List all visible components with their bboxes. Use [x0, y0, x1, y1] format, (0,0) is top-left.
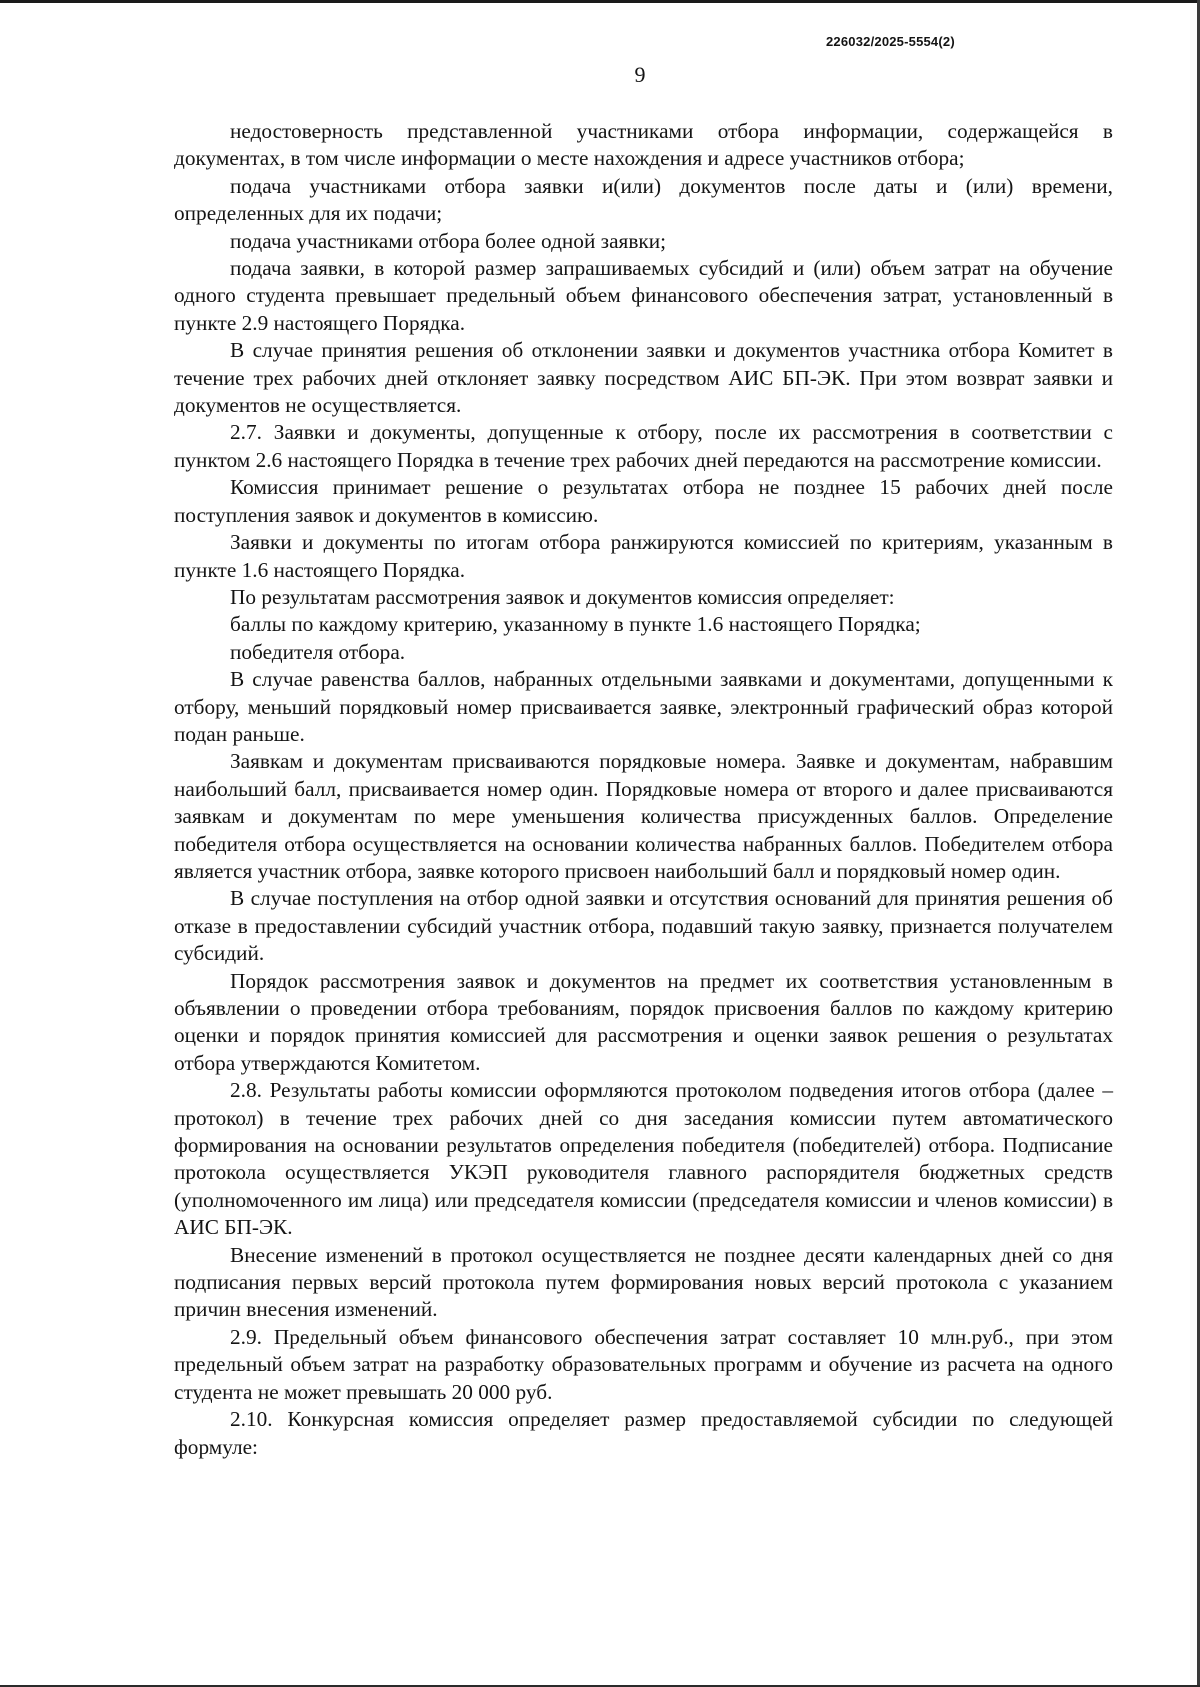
paragraph: В случае равенства баллов, набранных отдельными заявками и документами, допущенными к отбору, меньший порядковый номер присваивается заявке, электронный графический образ которой подан раньше. [174, 667, 1113, 746]
paragraph: Заявки и документы по итогам отбора ранжируются комиссией по критериям, указанным в пункте 1.6 настоящего Порядка. [174, 530, 1113, 582]
paragraph: победителя отбора. [230, 639, 406, 664]
paragraph: 2.8. Результаты работы комиссии оформляются протоколом подведения итогов отбора (далее – протокол) в течение трех рабочих дней со дня заседания комиссии путем автоматического формирования на основании результатов определения победителя (победителей) отбора. Подписание протокола осуществляется УКЭП руководителя главного распорядителя бюджетных средств (уполномоченного им лица) или председателя комиссии (председателя комиссии и членов комиссии) в АИС БП-ЭК. [174, 1078, 1113, 1240]
paragraph: подача заявки, в которой размер запрашиваемых субсидий и (или) объем затрат на обучение одного студента превышает предельный объем финансового обеспечения затрат, установленный в пункте 2.9 настоящего Порядка. [174, 256, 1113, 335]
paragraph: подача участниками отбора более одной заявки; [230, 228, 667, 253]
page-number: 9 [634, 62, 646, 87]
paragraph: Комиссия принимает решение о результатах отбора не позднее 15 рабочих дней после поступления заявок и документов в комиссию. [174, 475, 1113, 527]
paragraph: недостоверность представленной участниками отбора информации, содержащейся в документах, в том числе информации о месте нахождения и адресе участников отбора; [174, 119, 1113, 171]
paragraph: 2.9. Предельный объем финансового обеспечения затрат составляет 10 млн.руб., при этом предельный объем затрат на разработку образовательных программ и обучение из расчета на одного студента не может превышать 20 000 руб. [174, 1324, 1113, 1404]
paragraph: Внесение изменений в протокол осуществляется не позднее десяти календарных дней со дня подписания первых версий протокола путем формирования новых версий протокола с указанием причин внесения изменений. [174, 1242, 1113, 1322]
paragraph: 2.7. Заявки и документы, допущенные к отбору, после их рассмотрения в соответствии с пунктом 2.6 настоящего Порядка в течение трех рабочих дней передаются на рассмотрение комиссии. [174, 420, 1113, 472]
paragraph: В случае принятия решения об отклонении заявки и документов участника отбора Комитет в течение трех рабочих дней отклоняет заявку посредством АИС БП-ЭК. При этом возврат заявки и документов не осуществляется. [174, 338, 1113, 418]
paragraph: баллы по каждому критерию, указанному в пункте 1.6 настоящего Порядка; [230, 612, 921, 637]
paragraph: В случае поступления на отбор одной заявки и отсутствия оснований для принятия решения об отказе в предоставлении субсидий участник отбора, подавший такую заявку, признается получателем субсидий. [174, 886, 1113, 966]
paragraph: По результатам рассмотрения заявок и документов комиссия определяет: [230, 584, 895, 609]
paragraph: 2.10. Конкурсная комиссия определяет размер предоставляемой субсидии по следующей формуле: [174, 1407, 1113, 1459]
paragraph: Заявкам и документам присваиваются порядковые номера. Заявке и документам, набравшим наибольший балл, присваивается номер один. Порядковые номера от второго и далее присваиваются заявкам и документам по мере уменьшения количества присужденных баллов. Определение победителя отбора осуществляется на основании количества набранных баллов. Победителем отбора является участник отбора, заявке которого присвоен наибольший балл и порядковый номер один. [174, 749, 1113, 883]
paragraph: подача участниками отбора заявки и(или) документов после даты и (или) времени, определенных для их подачи; [174, 173, 1113, 226]
paragraph: Порядок рассмотрения заявок и документов на предмет их соответствия установленным в объявлении о проведении отбора требованиям, порядок присвоения баллов по каждому критерию оценки и порядок принятия комиссией для рассмотрения и оценки заявок решения о результатах отбора утверждаются Комитетом. [174, 968, 1113, 1075]
registration-number: 226032/2025-5554(2) [826, 34, 955, 49]
document-body [174, 118, 1113, 1461]
scan-top-edge [0, 0, 1200, 3]
